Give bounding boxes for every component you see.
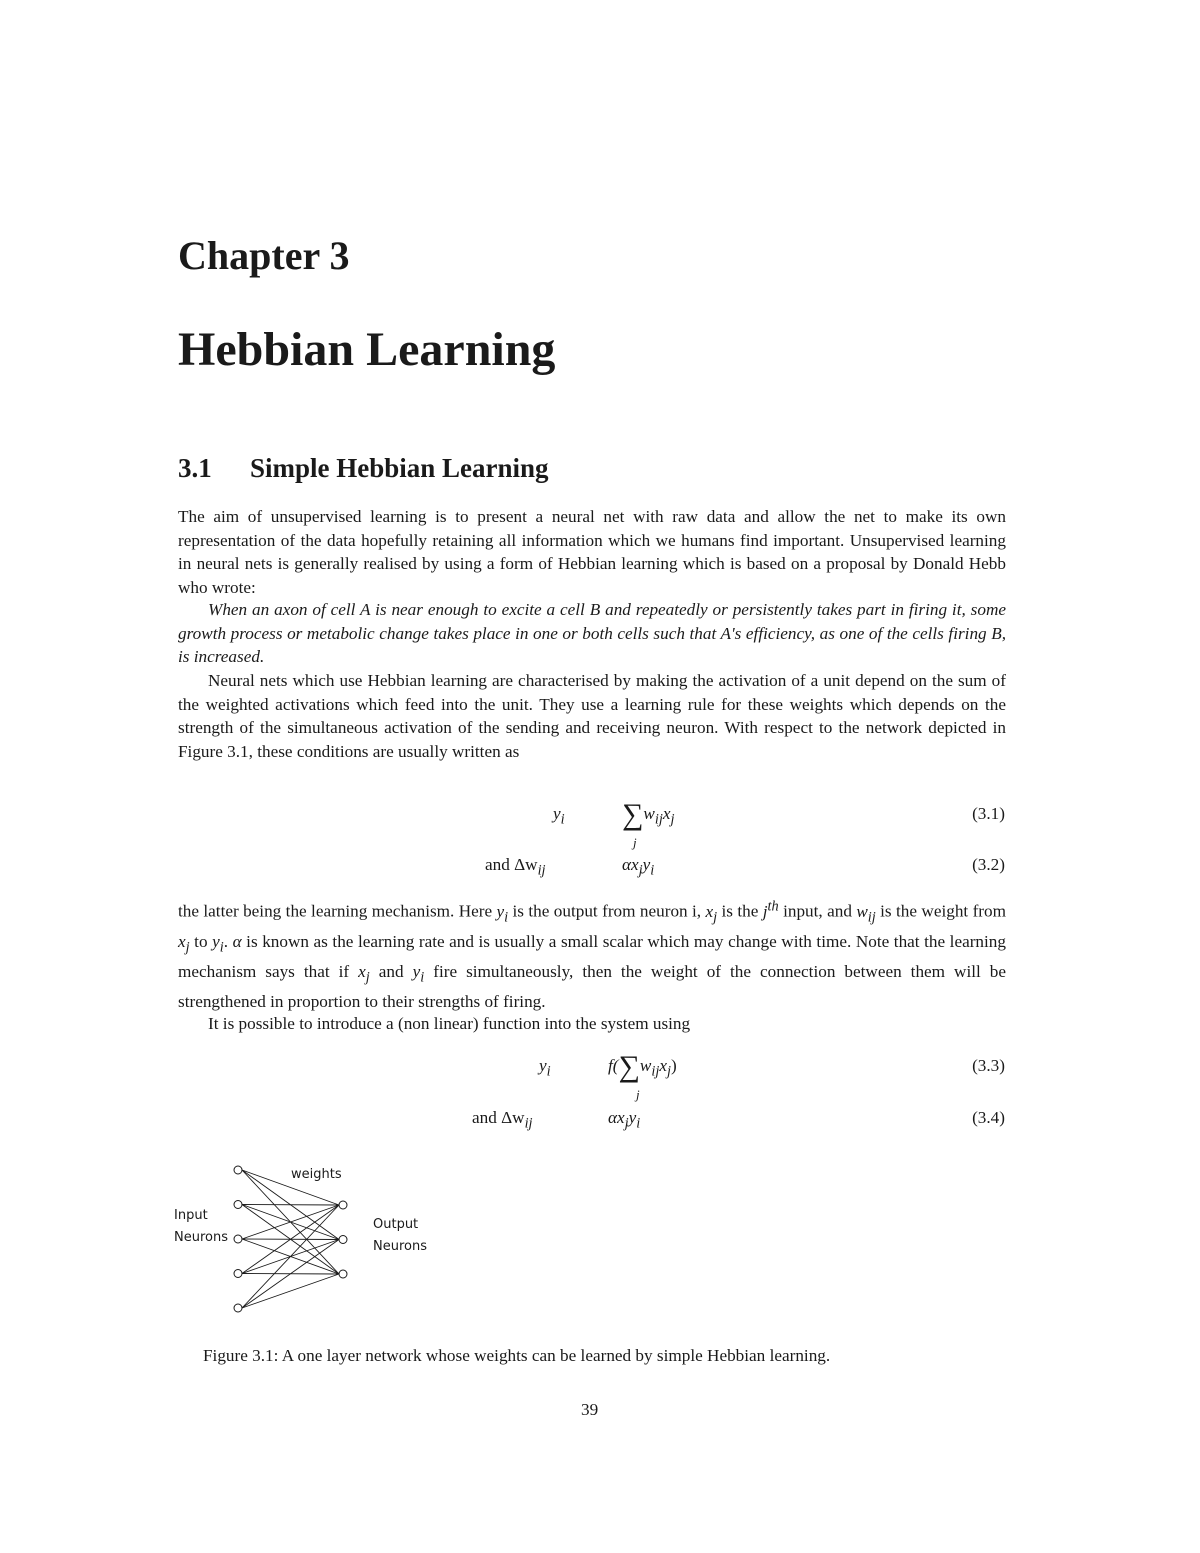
- output-neuron: [339, 1270, 347, 1278]
- sum-symbol: ∑: [622, 798, 644, 831]
- eq1-number: (3.1): [972, 804, 1005, 823]
- eq4-rhs: $\alpha x_jy_i$: [608, 1108, 641, 1132]
- input-neuron: [234, 1235, 242, 1243]
- eq1-sum-index: j: [633, 835, 637, 850]
- network-connections: [242, 1170, 339, 1308]
- paragraph-nonlinear: It is possible to introduce a (non linear) function into the system using: [208, 1014, 691, 1033]
- paragraph-learning-mechanism: the latter being the learning mechanism. Here $y_i$ is the output from neuron i, $x_j$ is the $j^{th}$ input, and $w_{ij}$ is the weight from $x_j$ to $y_i$. α is known as the learning rate and is usually a small scalar which may change with time. Note that the learning mechanism says that if $x_j$ and $y_i$ fire simultaneously, then the weight of the connection between them will be strengthened in proportion to their strengths of firing.: [178, 898, 1007, 1011]
- input-neurons: [234, 1166, 242, 1312]
- eq4-lhs: and $\Delta w_{ij}$: [472, 1108, 533, 1132]
- eq2-number: (3.2): [972, 855, 1005, 874]
- output-neuron: [339, 1236, 347, 1244]
- weight-connection: [242, 1205, 339, 1308]
- weight-connection: [242, 1205, 339, 1206]
- weight-connection: [242, 1274, 339, 1308]
- input-neuron: [234, 1270, 242, 1278]
- eq3-sum-index: j: [636, 1087, 640, 1102]
- chapter-label: Chapter 3: [178, 233, 350, 278]
- chapter-title: Hebbian Learning: [178, 323, 556, 376]
- section-title: Simple Hebbian Learning: [250, 453, 549, 483]
- output-neurons: [339, 1201, 347, 1278]
- section-heading: [178, 450, 549, 486]
- weights-label: weights: [291, 1167, 342, 1182]
- hebb-quote: When an axon of cell A is near enough to excite a cell B and repeatedly or persistently takes part in firing it, some growth process or metabolic change takes place in one or both cells such that A's efficiency, as one of the cells firing B, is increased.: [178, 600, 1006, 666]
- eq4-number: (3.4): [972, 1108, 1005, 1127]
- input-neuron: [234, 1166, 242, 1174]
- paragraph-intro: The aim of unsupervised learning is to present a neural net with raw data and allow the net to make its own representation of the data hopefully retaining all information which we humans find important. Unsupervised learning in neural nets is generally realised by using a form of Hebbian learning which is based on a proposal by Donald Hebb who wrote:: [178, 507, 1006, 597]
- eq1-lhs: $y_i$: [553, 804, 565, 828]
- output-label-line2: Neurons: [373, 1239, 427, 1254]
- eq3-number: (3.3): [972, 1056, 1005, 1075]
- paragraph-hebbian-nets: Neural nets which use Hebbian learning are characterised by making the activation of a unit depend on the sum of the weighted activations which feed into the unit. They use a learning rule for these weights which depends on the strength of the simultaneous activation of the sending and receiving neuron. With respect to the network depicted in Figure 3.1, these conditions are usually written as: [178, 671, 1006, 761]
- eq2-lhs: and $\Delta w_{ij}$: [485, 855, 546, 879]
- eq3-lhs: $y_i$: [539, 1056, 551, 1080]
- section-number: 3.1: [178, 453, 212, 483]
- output-neuron: [339, 1201, 347, 1209]
- sum-symbol: ∑: [618, 1050, 640, 1083]
- input-label-line1: Input: [174, 1208, 208, 1223]
- input-neuron: [234, 1201, 242, 1209]
- input-label-line2: Neurons: [174, 1230, 228, 1245]
- eq3-rhs: $f(\sum w_{ij}x_j)$: [608, 1050, 677, 1083]
- output-label-line1: Output: [373, 1217, 419, 1232]
- network-diagram: [170, 1160, 450, 1320]
- input-neuron: [234, 1304, 242, 1312]
- eq1-rhs: $\sum w_{ij}x_j$: [622, 798, 675, 831]
- figure-caption: Figure 3.1: A one layer network whose weights can be learned by simple Hebbian learning.: [203, 1346, 831, 1365]
- page-number: 39: [581, 1400, 599, 1419]
- eq2-rhs: $\alpha x_jy_i$: [622, 855, 655, 879]
